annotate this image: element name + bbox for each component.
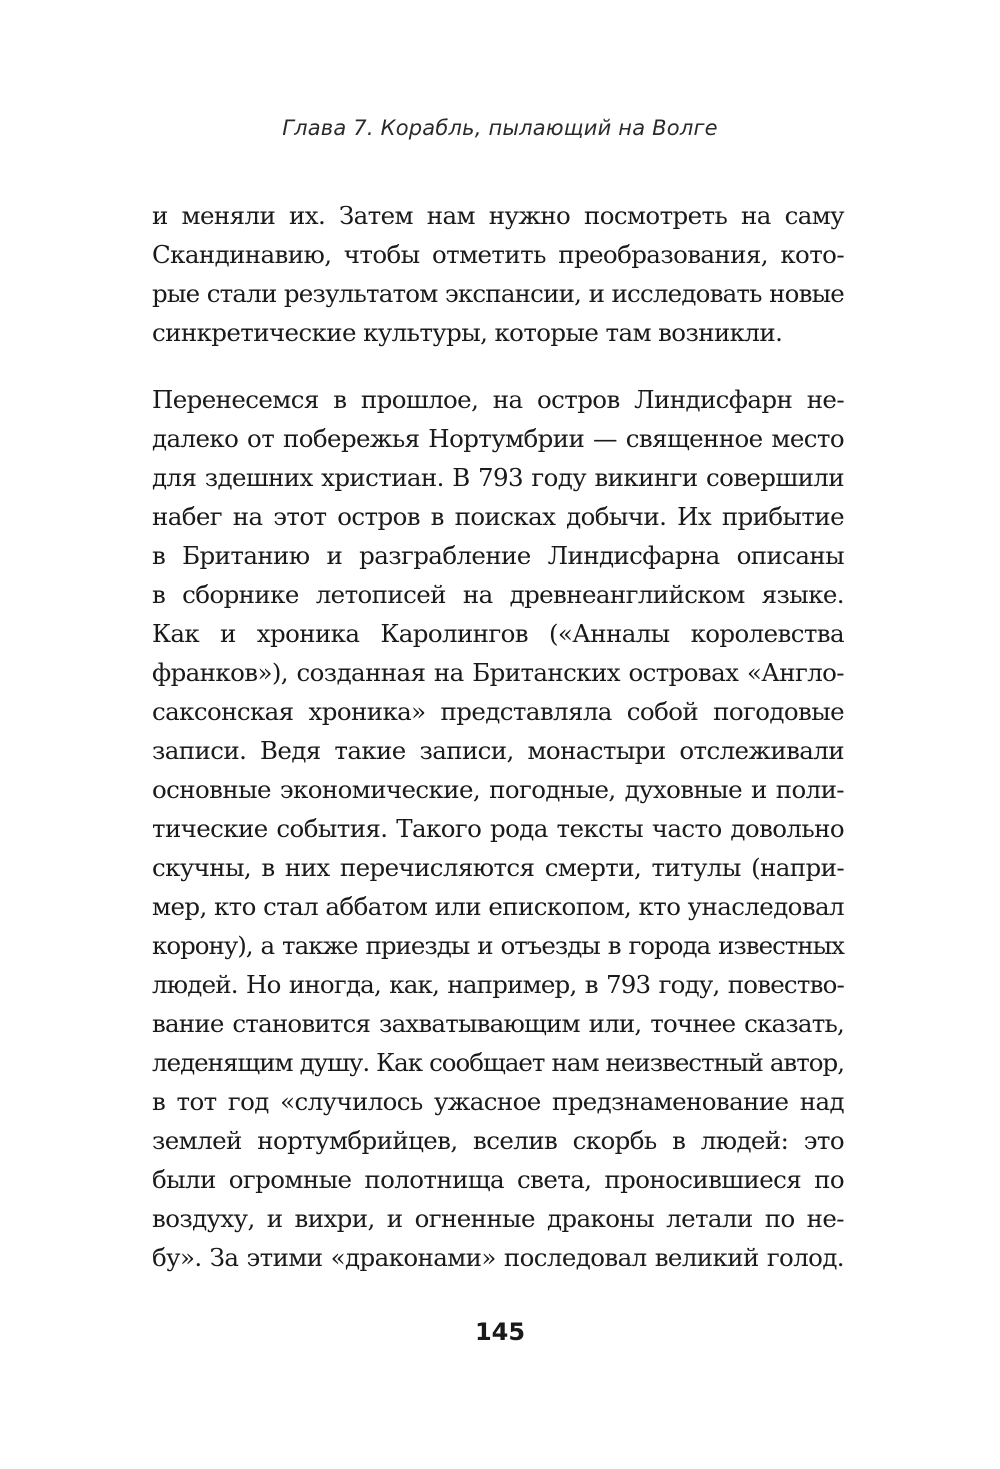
text-line: и меняли их. Затем нам нужно посмотреть на саму <box>152 201 844 230</box>
text-line: рые стали результатом экспансии, и исследовать новые <box>152 279 844 308</box>
paragraph-1 <box>152 196 844 352</box>
text-line: в сборнике летописей на древнеанглийском языке. <box>152 580 844 609</box>
text-line: бу». За этими «драконами» последовал великий голод. <box>152 1243 844 1272</box>
text-line: далеко от побережья Нортумбрии — священное место <box>152 424 844 453</box>
text-line: были огромные полотнища света, проносившиеся по <box>152 1165 844 1194</box>
text-line: Перенесемся в прошлое, на остров Линдисфарн не- <box>152 385 844 414</box>
text-line: Скандинавию, чтобы отметить преобразования, кото- <box>152 240 844 269</box>
page-number: 145 <box>474 1318 526 1346</box>
text-line: леденящим душу. Как сообщает нам неизвестный автор, <box>152 1048 844 1077</box>
running-header: Глава 7. Корабль, пылающий на Волге <box>282 116 718 140</box>
text-line: тические события. Такого рода тексты часто довольно <box>152 814 844 843</box>
text-line: в тот год «случилось ужасное предзнаменование над <box>152 1087 844 1116</box>
text-line: записи. Ведя такие записи, монастыри отслеживали <box>152 736 844 765</box>
text-line: людей. Но иногда, как, например, в 793 году, повество- <box>152 970 844 999</box>
text-line: саксонская хроника» представляла собой погодовые <box>152 697 844 726</box>
text-line: в Британию и разграбление Линдисфарна описаны <box>152 541 844 570</box>
text-line: основные экономические, погодные, духовные и поли- <box>152 775 844 804</box>
text-line: корону), а также приезды и отъезды в города известных <box>152 931 844 960</box>
text-line: синкретические культуры, которые там возникли. <box>152 318 783 347</box>
paragraph-2 <box>152 380 844 1277</box>
text-line: скучны, в них перечисляются смерти, титулы (напри- <box>152 853 844 882</box>
text-line: набег на этот остров в поисках добычи. Их прибытие <box>152 502 844 531</box>
text-line: Как и хроника Каролингов («Анналы королевства <box>152 619 844 648</box>
text-line: воздуху, и вихри, и огненные драконы летали по не- <box>152 1204 844 1233</box>
text-line: для здешних христиан. В 793 году викинги совершили <box>152 463 844 492</box>
text-line: мер, кто стал аббатом или епископом, кто унаследовал <box>152 892 844 921</box>
text-line: землей нортумбрийцев, вселив скорбь в людей: это <box>152 1126 844 1155</box>
text-line: вание становится захватывающим или, точнее сказать, <box>152 1009 844 1038</box>
text-line: франков»), созданная на Британских островах «Англо- <box>152 658 844 687</box>
